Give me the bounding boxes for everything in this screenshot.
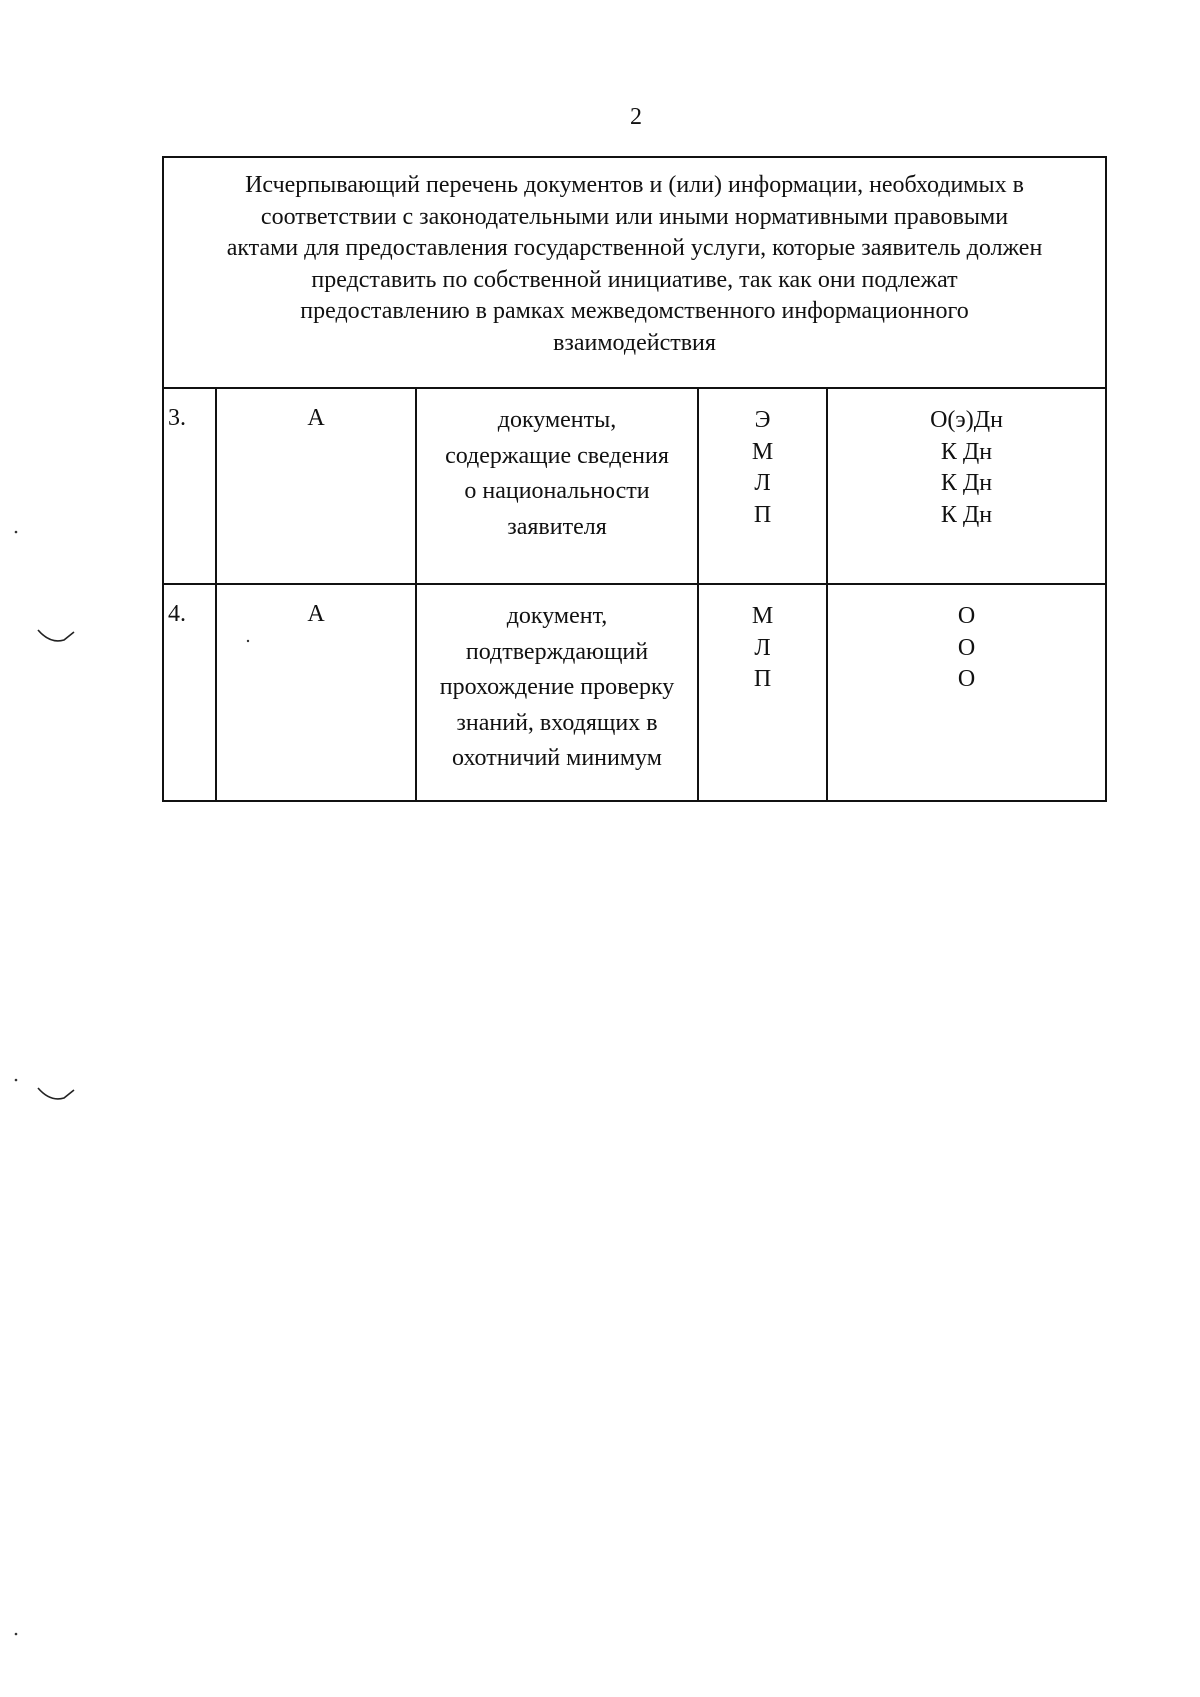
table-row — [163, 388, 1106, 584]
header-line: предоставлению в рамках межведомственного информационного — [300, 298, 969, 324]
status-item: К Дн — [940, 438, 993, 465]
row-codes — [698, 584, 827, 801]
margin-pen-mark — [36, 626, 76, 648]
document-line: заявителя — [507, 513, 607, 540]
header-line: актами для предоставления государственной услуги, которые заявитель должен — [226, 235, 1043, 261]
row-document — [416, 584, 698, 801]
page-number: 2 — [630, 104, 642, 130]
status-item: К Дн — [940, 501, 993, 528]
table-row — [163, 584, 1106, 801]
table-header-row — [163, 157, 1106, 388]
header-line: соответствии с законодательными или иными нормативными правовыми — [260, 203, 1009, 230]
header-line: представить по собственной инициативе, так как они подлежат — [311, 266, 958, 293]
document-line: содержащие сведения — [445, 442, 669, 469]
scan-dot — [14, 530, 18, 534]
margin-pen-mark — [36, 1084, 76, 1106]
code-item: М — [751, 438, 774, 465]
row-number: 3. — [163, 388, 216, 584]
row-statuses — [827, 388, 1106, 584]
code-item: П — [753, 501, 772, 528]
code-item: Э — [754, 407, 771, 433]
status-item: О — [957, 666, 976, 692]
document-line: о национальности — [464, 478, 650, 504]
code-item: П — [753, 666, 772, 692]
documents-table — [162, 156, 1107, 802]
document-line: прохождение проверку — [439, 674, 675, 700]
header-line: Исчерпывающий перечень документов и (или) информации, необходимых в — [245, 172, 1024, 198]
document-line: документ, — [506, 603, 608, 629]
scan-dot — [246, 639, 250, 643]
row-document — [416, 388, 698, 584]
row-statuses — [827, 584, 1106, 801]
document-line: подтверждающий — [465, 638, 649, 665]
code-item: Л — [754, 634, 771, 661]
document-line: охотничий минимум — [452, 745, 662, 771]
header-line: взаимодействия — [553, 329, 716, 356]
code-item: Л — [754, 470, 771, 496]
scan-dot — [14, 1078, 18, 1082]
code-item: М — [751, 603, 774, 629]
table-header — [163, 157, 1106, 388]
status-item: К Дн — [940, 470, 993, 496]
row-category: А — [216, 584, 416, 801]
scan-dot — [14, 1632, 18, 1636]
status-item: О — [957, 634, 976, 661]
row-number: 4. — [163, 584, 216, 801]
status-item: О(э)Дн — [930, 407, 1003, 433]
status-item: О — [957, 603, 976, 629]
row-codes — [698, 388, 827, 584]
document-line: знаний, входящих в — [456, 709, 658, 736]
document-line: документы, — [497, 407, 617, 433]
row-category: А — [216, 388, 416, 584]
